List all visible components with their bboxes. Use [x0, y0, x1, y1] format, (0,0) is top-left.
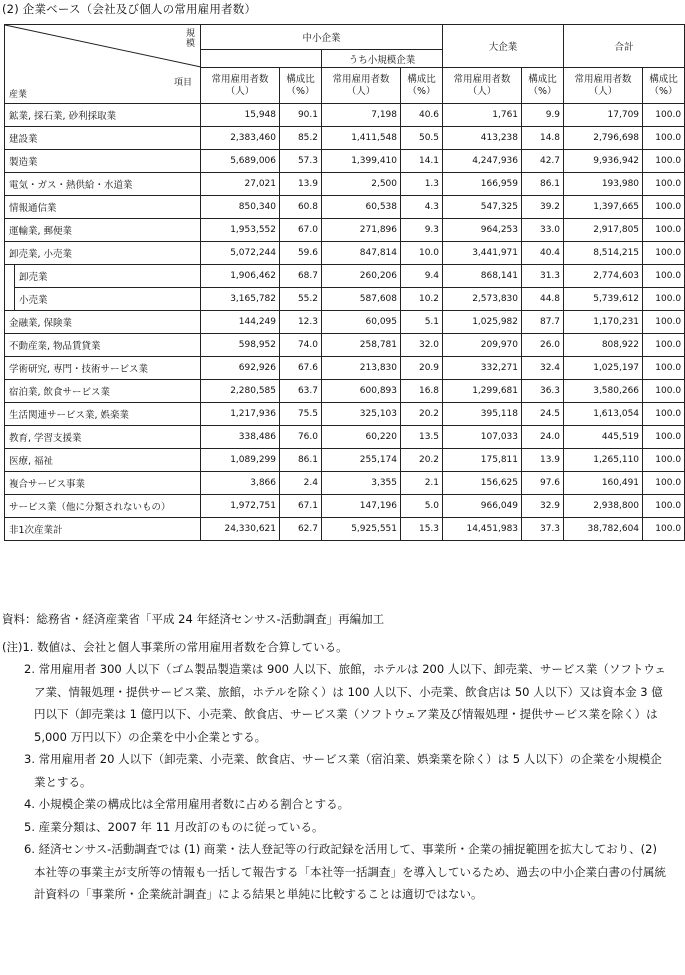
industry-name: 教育, 学習支援業 — [5, 426, 201, 449]
large-emp-cell: 1,761 — [443, 104, 522, 127]
table-row — [5, 380, 685, 403]
large-emp-cell: 209,970 — [443, 334, 522, 357]
note-4: 4. 小規模企業の構成比は全常用雇用者数に占める割合とする。 — [24, 797, 350, 811]
small-emp-cell: 600,893 — [322, 380, 401, 403]
small-emp-cell: 5,925,551 — [322, 518, 401, 541]
industry-name: サービス業（他に分類されないもの） — [5, 495, 201, 518]
total-ratio-cell: 100.0 — [643, 288, 685, 311]
header-total-ratio: 構成比 （%） — [643, 68, 685, 104]
note-1: (注)1. 数値は、会社と個人事業所の常用雇用者数を合算している。 — [2, 639, 348, 654]
sme-emp-cell: 24,330,621 — [201, 518, 280, 541]
table-row — [5, 288, 685, 311]
small-emp-cell: 147,196 — [322, 495, 401, 518]
sme-ratio-cell: 67.0 — [280, 219, 322, 242]
industry-name: 建設業 — [5, 127, 201, 150]
total-ratio-cell: 100.0 — [643, 357, 685, 380]
table-body — [5, 104, 685, 541]
table-row — [5, 242, 685, 265]
total-ratio-cell: 100.0 — [643, 196, 685, 219]
industry-name: 運輸業, 郵便業 — [5, 219, 201, 242]
small-emp-cell: 2,500 — [322, 173, 401, 196]
table-row — [5, 518, 685, 541]
large-ratio-cell: 24.5 — [522, 403, 564, 426]
table-row — [5, 472, 685, 495]
header-sme-employees: 常用雇用者数 （人） — [201, 68, 280, 104]
sme-emp-cell: 3,165,782 — [201, 288, 280, 311]
notes-section — [2, 608, 670, 906]
large-emp-cell: 1,025,982 — [443, 311, 522, 334]
source-note: 資料：総務省・経済産業省「平成 24 年経済センサス‐活動調査」再編加工 — [2, 612, 385, 626]
large-emp-cell: 14,451,983 — [443, 518, 522, 541]
small-ratio-cell: 13.5 — [401, 426, 443, 449]
total-emp-cell: 445,519 — [564, 426, 643, 449]
large-ratio-cell: 31.3 — [522, 265, 564, 288]
large-emp-cell: 2,573,830 — [443, 288, 522, 311]
total-ratio-cell: 100.0 — [643, 104, 685, 127]
total-ratio-cell: 100.0 — [643, 380, 685, 403]
table-row — [5, 127, 685, 150]
total-ratio-cell: 100.0 — [643, 518, 685, 541]
large-emp-cell: 4,247,936 — [443, 150, 522, 173]
industry-name: 金融業, 保険業 — [5, 311, 201, 334]
table-row — [5, 311, 685, 334]
large-ratio-cell: 42.7 — [522, 150, 564, 173]
table-row — [5, 426, 685, 449]
note-6: 6. 経済センサス‐活動調査では (1) 商業・法人登記等の行政記録を活用して、事業所・企業の捕捉範囲を拡大しており、(2) 本社等の事業主が支所等の情報も一括して報告する「本社等一括調査」を導入しているため、過去の中小企業白書の付属統計資料の「事業所・企業統計調査」による結果と単純に比較することは適切ではない。 — [24, 842, 667, 901]
sme-emp-cell: 1,089,299 — [201, 449, 280, 472]
note-5: 5. 産業分類は、2007 年 11 月改訂のものに従っている。 — [24, 819, 324, 834]
total-ratio-cell: 100.0 — [643, 242, 685, 265]
header-sme-ratio: 構成比 （%） — [280, 68, 322, 104]
small-emp-cell: 271,896 — [322, 219, 401, 242]
large-ratio-cell: 26.0 — [522, 334, 564, 357]
industry-name: 製造業 — [5, 150, 201, 173]
small-emp-cell: 60,095 — [322, 311, 401, 334]
industry-name: 卸売業 — [15, 265, 201, 288]
industry-name: 卸売業, 小売業 — [5, 242, 201, 265]
table-row — [5, 265, 685, 288]
sme-emp-cell: 1,906,462 — [201, 265, 280, 288]
indent-cell — [5, 265, 15, 288]
small-emp-cell: 847,814 — [322, 242, 401, 265]
large-ratio-cell: 13.9 — [522, 449, 564, 472]
total-emp-cell: 2,917,805 — [564, 219, 643, 242]
note-2: 2. 常用雇用者 300 人以下（ゴム製品製造業は 900 人以下、旅館，ホテルは 200 人以下、卸売業、サービス業（ソフトウェア業、情報処理・提供サービス業、旅館，ホテルを除く）は 100 人以下、小売業、飲食店は 50 人以下）又は資本金 3 億円以下（卸売業は 1 億円以下、小売業、飲食店、サービス業（ソフトウェア業及び情報処理・提供サービス業を除く）は 5,000 万円以下）の企業を中小企業とする。 — [24, 662, 666, 744]
total-emp-cell: 193,980 — [564, 173, 643, 196]
sme-emp-cell: 5,072,244 — [201, 242, 280, 265]
large-ratio-cell: 97.6 — [522, 472, 564, 495]
small-emp-cell: 1,411,548 — [322, 127, 401, 150]
sme-emp-cell: 692,926 — [201, 357, 280, 380]
large-ratio-cell: 32.9 — [522, 495, 564, 518]
sme-emp-cell: 1,953,552 — [201, 219, 280, 242]
small-ratio-cell: 32.0 — [401, 334, 443, 357]
total-ratio-cell: 100.0 — [643, 449, 685, 472]
total-emp-cell: 1,613,054 — [564, 403, 643, 426]
sme-emp-cell: 2,383,460 — [201, 127, 280, 150]
large-ratio-cell: 37.3 — [522, 518, 564, 541]
sme-ratio-cell: 85.2 — [280, 127, 322, 150]
total-ratio-cell: 100.0 — [643, 173, 685, 196]
total-ratio-cell: 100.0 — [643, 127, 685, 150]
header-industry-label: 産業 — [9, 90, 28, 100]
total-ratio-cell: 100.0 — [643, 495, 685, 518]
sme-ratio-cell: 75.5 — [280, 403, 322, 426]
header-diagonal-lines — [5, 25, 201, 104]
total-emp-cell: 3,580,266 — [564, 380, 643, 403]
small-ratio-cell: 4.3 — [401, 196, 443, 219]
large-emp-cell: 107,033 — [443, 426, 522, 449]
total-emp-cell: 9,936,942 — [564, 150, 643, 173]
industry-name: 医療, 福祉 — [5, 449, 201, 472]
total-emp-cell: 808,922 — [564, 334, 643, 357]
header-total-employees: 常用雇用者数 （人） — [564, 68, 643, 104]
small-emp-cell: 60,538 — [322, 196, 401, 219]
header-small-employees: 常用雇用者数 （人） — [322, 68, 401, 104]
total-emp-cell: 38,782,604 — [564, 518, 643, 541]
small-ratio-cell: 1.3 — [401, 173, 443, 196]
total-ratio-cell: 100.0 — [643, 265, 685, 288]
sme-emp-cell: 27,021 — [201, 173, 280, 196]
total-emp-cell: 17,709 — [564, 104, 643, 127]
small-ratio-cell: 16.8 — [401, 380, 443, 403]
sme-ratio-cell: 74.0 — [280, 334, 322, 357]
header-large-ratio: 構成比 （%） — [522, 68, 564, 104]
header-item-label: 項目 — [173, 78, 192, 88]
small-ratio-cell: 20.2 — [401, 403, 443, 426]
sme-emp-cell: 5,689,006 — [201, 150, 280, 173]
table-row — [5, 403, 685, 426]
large-ratio-cell: 87.7 — [522, 311, 564, 334]
small-emp-cell: 1,399,410 — [322, 150, 401, 173]
large-ratio-cell: 39.2 — [522, 196, 564, 219]
table-caption: (2) 企業ベース（会社及び個人の常用雇用者数） — [2, 2, 257, 16]
table-row — [5, 219, 685, 242]
header-small: うち小規模企業 — [322, 50, 443, 68]
total-ratio-cell: 100.0 — [643, 150, 685, 173]
large-emp-cell: 166,959 — [443, 173, 522, 196]
large-emp-cell: 413,238 — [443, 127, 522, 150]
total-ratio-cell: 100.0 — [643, 219, 685, 242]
sme-ratio-cell: 13.9 — [280, 173, 322, 196]
large-emp-cell: 868,141 — [443, 265, 522, 288]
industry-name: 宿泊業, 飲食サービス業 — [5, 380, 201, 403]
small-emp-cell: 7,198 — [322, 104, 401, 127]
industry-name: 情報通信業 — [5, 196, 201, 219]
total-emp-cell: 2,938,800 — [564, 495, 643, 518]
large-emp-cell: 966,049 — [443, 495, 522, 518]
sme-ratio-cell: 67.6 — [280, 357, 322, 380]
small-ratio-cell: 14.1 — [401, 150, 443, 173]
large-ratio-cell: 24.0 — [522, 426, 564, 449]
small-ratio-cell: 20.9 — [401, 357, 443, 380]
small-emp-cell: 587,608 — [322, 288, 401, 311]
sme-ratio-cell: 76.0 — [280, 426, 322, 449]
header-scale-label: 規模 — [184, 28, 194, 48]
industry-name: 電気・ガス・熱供給・水道業 — [5, 173, 201, 196]
employment-table — [4, 24, 685, 541]
table-row — [5, 196, 685, 219]
industry-name: 小売業 — [15, 288, 201, 311]
sme-ratio-cell: 55.2 — [280, 288, 322, 311]
small-emp-cell: 213,830 — [322, 357, 401, 380]
note-3: 3. 常用雇用者 20 人以下（卸売業、小売業、飲食店、サービス業（宿泊業、娯楽業を除く）は 5 人以下）の企業を小規模企業とする。 — [24, 752, 662, 789]
header-total: 合計 — [564, 25, 685, 68]
header-corner-cell — [5, 25, 201, 104]
sme-ratio-cell: 12.3 — [280, 311, 322, 334]
total-emp-cell: 160,491 — [564, 472, 643, 495]
sme-ratio-cell: 59.6 — [280, 242, 322, 265]
sme-emp-cell: 1,217,936 — [201, 403, 280, 426]
sme-emp-cell: 338,486 — [201, 426, 280, 449]
large-ratio-cell: 40.4 — [522, 242, 564, 265]
small-ratio-cell: 15.3 — [401, 518, 443, 541]
total-emp-cell: 2,796,698 — [564, 127, 643, 150]
small-ratio-cell: 50.5 — [401, 127, 443, 150]
total-ratio-cell: 100.0 — [643, 426, 685, 449]
sme-ratio-cell: 86.1 — [280, 449, 322, 472]
total-emp-cell: 1,025,197 — [564, 357, 643, 380]
industry-name: 学術研究, 専門・技術サービス業 — [5, 357, 201, 380]
small-ratio-cell: 40.6 — [401, 104, 443, 127]
total-ratio-cell: 100.0 — [643, 334, 685, 357]
small-emp-cell: 3,355 — [322, 472, 401, 495]
total-emp-cell: 8,514,215 — [564, 242, 643, 265]
large-ratio-cell: 86.1 — [522, 173, 564, 196]
sme-ratio-cell: 63.7 — [280, 380, 322, 403]
header-small-ratio: 構成比 （%） — [401, 68, 443, 104]
small-ratio-cell: 2.1 — [401, 472, 443, 495]
header-sme: 中小企業 — [201, 25, 443, 50]
table-row — [5, 104, 685, 127]
large-emp-cell: 1,299,681 — [443, 380, 522, 403]
sme-emp-cell: 598,952 — [201, 334, 280, 357]
large-ratio-cell: 33.0 — [522, 219, 564, 242]
table-row — [5, 357, 685, 380]
large-emp-cell: 547,325 — [443, 196, 522, 219]
table-row — [5, 334, 685, 357]
total-ratio-cell: 100.0 — [643, 472, 685, 495]
header-sme-spacer — [201, 50, 322, 68]
total-ratio-cell: 100.0 — [643, 403, 685, 426]
total-emp-cell: 1,265,110 — [564, 449, 643, 472]
large-emp-cell: 332,271 — [443, 357, 522, 380]
total-emp-cell: 1,170,231 — [564, 311, 643, 334]
small-ratio-cell: 20.2 — [401, 449, 443, 472]
sme-ratio-cell: 60.8 — [280, 196, 322, 219]
small-ratio-cell: 10.0 — [401, 242, 443, 265]
header-large: 大企業 — [443, 25, 564, 68]
large-ratio-cell: 36.3 — [522, 380, 564, 403]
total-ratio-cell: 100.0 — [643, 311, 685, 334]
table-row — [5, 173, 685, 196]
total-emp-cell: 2,774,603 — [564, 265, 643, 288]
industry-name: 複合サービス事業 — [5, 472, 201, 495]
table-row — [5, 495, 685, 518]
small-emp-cell: 325,103 — [322, 403, 401, 426]
small-ratio-cell: 9.3 — [401, 219, 443, 242]
industry-name: 不動産業, 物品賃貸業 — [5, 334, 201, 357]
sme-emp-cell: 144,249 — [201, 311, 280, 334]
sme-emp-cell: 1,972,751 — [201, 495, 280, 518]
large-emp-cell: 156,625 — [443, 472, 522, 495]
small-ratio-cell: 9.4 — [401, 265, 443, 288]
sme-ratio-cell: 90.1 — [280, 104, 322, 127]
table-row — [5, 150, 685, 173]
sme-ratio-cell: 57.3 — [280, 150, 322, 173]
industry-name: 鉱業, 採石業, 砂利採取業 — [5, 104, 201, 127]
large-emp-cell: 175,811 — [443, 449, 522, 472]
sme-emp-cell: 15,948 — [201, 104, 280, 127]
sme-ratio-cell: 62.7 — [280, 518, 322, 541]
large-ratio-cell: 44.8 — [522, 288, 564, 311]
sme-ratio-cell: 68.7 — [280, 265, 322, 288]
small-emp-cell: 255,174 — [322, 449, 401, 472]
sme-emp-cell: 3,866 — [201, 472, 280, 495]
sme-emp-cell: 850,340 — [201, 196, 280, 219]
large-ratio-cell: 9.9 — [522, 104, 564, 127]
small-ratio-cell: 10.2 — [401, 288, 443, 311]
large-ratio-cell: 14.8 — [522, 127, 564, 150]
sme-ratio-cell: 2.4 — [280, 472, 322, 495]
total-emp-cell: 5,739,612 — [564, 288, 643, 311]
small-ratio-cell: 5.1 — [401, 311, 443, 334]
small-emp-cell: 260,206 — [322, 265, 401, 288]
small-emp-cell: 258,781 — [322, 334, 401, 357]
large-emp-cell: 964,253 — [443, 219, 522, 242]
small-emp-cell: 60,220 — [322, 426, 401, 449]
header-large-employees: 常用雇用者数 （人） — [443, 68, 522, 104]
large-emp-cell: 3,441,971 — [443, 242, 522, 265]
table-row — [5, 449, 685, 472]
sme-emp-cell: 2,280,585 — [201, 380, 280, 403]
industry-name: 非1次産業計 — [5, 518, 201, 541]
sme-ratio-cell: 67.1 — [280, 495, 322, 518]
industry-name: 生活関連サービス業, 娯楽業 — [5, 403, 201, 426]
large-emp-cell: 395,118 — [443, 403, 522, 426]
indent-cell — [5, 288, 15, 311]
total-emp-cell: 1,397,665 — [564, 196, 643, 219]
large-ratio-cell: 32.4 — [522, 357, 564, 380]
small-ratio-cell: 5.0 — [401, 495, 443, 518]
